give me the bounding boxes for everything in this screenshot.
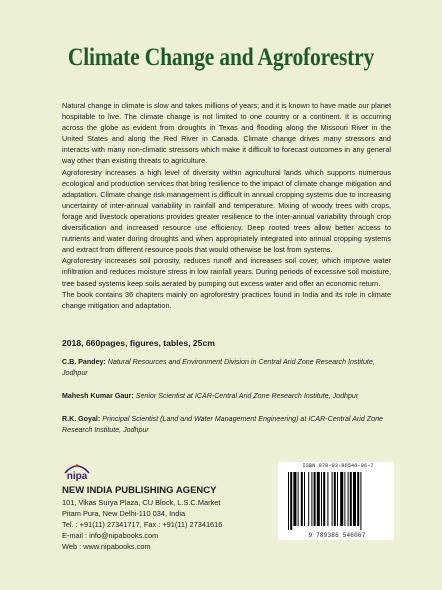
author-entry — [62, 357, 392, 378]
email-line: E-mail : info@nipabooks.com — [62, 530, 159, 540]
publication-info: 2018, 660pages, figures, tables, 25cm — [62, 338, 215, 348]
author-description: Principal Scientist (Land and Water Management Engineering) at ICAR-Central Arid Zone Research Institute, Jodhpur — [62, 415, 383, 434]
description-paragraph: Natural change in climate is slow and takes millions of years; and it is known to have made our planet hospitable to live. The climate change is not limited to one country or a continent. It is occurring across the globe as evident from droughts in Texas and flooding along the Missouri River in the United States and along the Red River in Canada. Climate change drives many stressors and interacts with many non-climatic stressors which make it difficult to forecast outcomes in any general way other than existing threats to agriculture. — [62, 101, 391, 166]
address-line: Pitam Pura, New Delhi-110 034, India — [62, 508, 186, 518]
barcode-icon — [286, 472, 390, 530]
author-entry — [62, 391, 392, 402]
publisher-logo — [62, 461, 92, 481]
description-paragraph: Agroforestry increases soil porosity, reduces runoff and increases soil cover, which improve water infiltration and reduces moisture stress in low rainfall years. During periods of excessive soil moisture, tree based systems keep soils aerated by pumping out excess water and offer an economic return. — [62, 256, 391, 288]
logo-text: nipa — [66, 471, 88, 481]
author-name: R.K. Goyal: — [62, 415, 101, 423]
publisher-name: NEW INDIA PUBLISHING AGENCY — [62, 485, 217, 496]
isbn-label: ISBN 978-93-86546-06-7 — [302, 463, 374, 469]
book-title: Climate Change and Agroforestry — [67, 44, 375, 71]
description-paragraph: Agroforestry increases a high level of diversity within agricultural lands which supports numerous ecological and production services that bring resilience to the impact of climate change mitigation and adaptation. Climate change risk management is difficult in annual cropping systems due to increasing uncertainty of inter-annual variability in rainfall and temperature. Mixing of woody trees with crops, forage and livestock operations provides greater resilience to the inter-annual variability through crop diversification and increased resource use efficiency. Deep rooted trees allow better access to nutrients and water during droughts and when appropriately integrated into annual cropping systems and extract from different resource pools that would otherwise be lost from systems. — [62, 167, 391, 255]
book-description — [62, 100, 391, 311]
barcode-digits: 9 789386 546067 — [308, 532, 366, 539]
author-description: Senior Scientist at ICAR-Central Arid Zone Research Institute, Jodhpur — [135, 392, 359, 400]
description-paragraph: The book contains 36 chapters mainly on agroforestry practices found in India and its role in climate change mitigation and adaptation. — [62, 289, 391, 310]
address-line: 101, Vikas Surya Plaza, CU Block, L.S.C.Market — [62, 498, 221, 507]
author-entry — [62, 414, 392, 435]
author-name: C.B. Pandey: — [62, 358, 106, 366]
web-line: Web : www.nipabooks.com — [62, 541, 151, 551]
address-line: Tel. : +91(11) 27341717, Fax : +91(11) 27341616 — [62, 519, 223, 529]
author-description: Natural Resources and Environment Division in Central Arid Zone Research Institute, Jodhpur — [62, 358, 375, 377]
author-name: Mahesh Kumar Gaur: — [62, 392, 134, 400]
publisher-address — [62, 498, 222, 553]
